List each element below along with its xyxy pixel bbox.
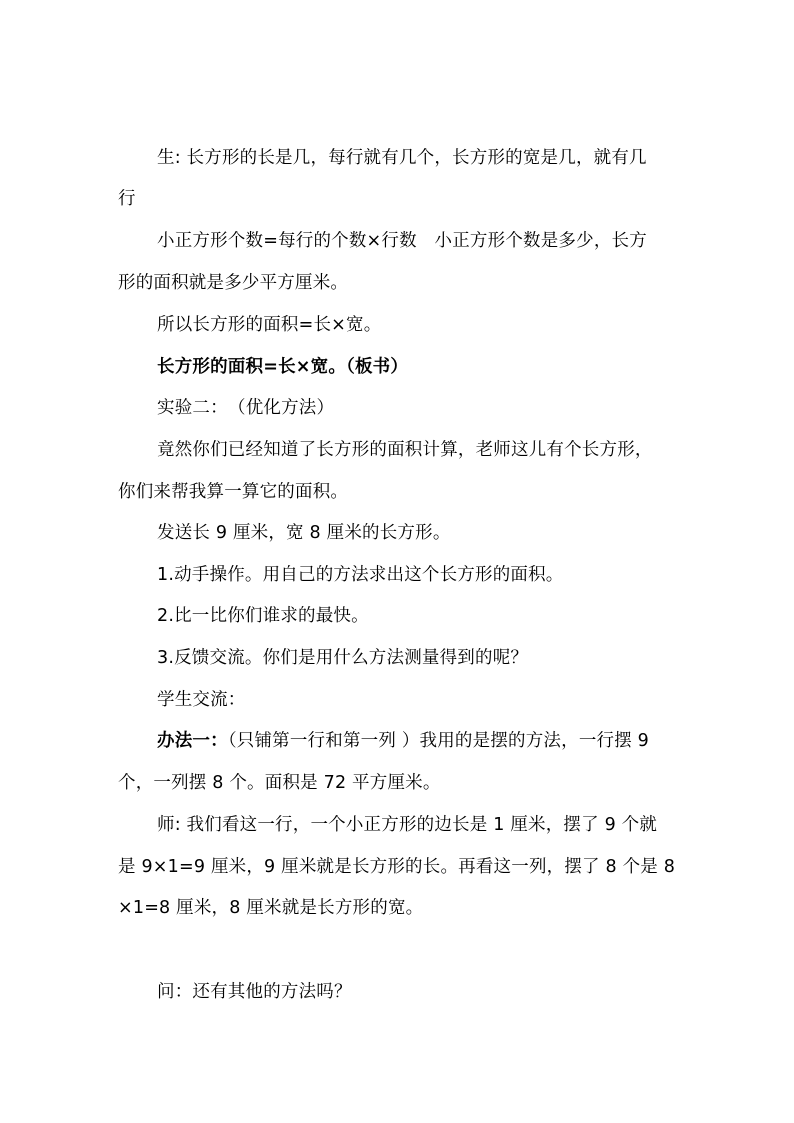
paragraph-line: 学生交流： (157, 690, 246, 710)
paragraph-line: 小正方形个数=每行的个数×行数 小正方形个数是多少，长方 (157, 231, 647, 251)
list-item: 2.比一比你们谁求的最快。 (157, 606, 369, 626)
method-text: （只铺第一行和第一列 ）我用的是摆的方法，一行摆 9 (227, 731, 650, 751)
paragraph-line: ×1=8 厘米，8 厘米就是长方形的宽。 (118, 898, 424, 918)
paragraph-line: 所以长方形的面积=长×宽。 (157, 315, 382, 335)
paragraph-line: 竟然你们已经知道了长方形的面积计算，老师这儿有个长方形， (157, 440, 653, 460)
list-item: 3.反馈交流。你们是用什么方法测量得到的呢？ (157, 648, 529, 668)
paragraph-line: 你们来帮我算一算它的面积。 (118, 482, 349, 502)
paragraph-line: 是 9×1=9 厘米，9 厘米就是长方形的长。再看这一列，摆了 8 个是 8 (118, 857, 676, 877)
bold-heading: 长方形的面积=长×宽。（板书） (157, 357, 409, 377)
paragraph-line: 问：还有其他的方法吗？ (157, 982, 352, 1002)
paragraph-line: 实验二： （优化方法） (157, 398, 335, 418)
paragraph-line: 行 (118, 189, 136, 209)
paragraph-line: 形的面积就是多少平方厘米。 (118, 273, 349, 293)
paragraph-line (157, 729, 737, 753)
paragraph-line: 生: 长方形的长是几，每行就有几个，长方形的宽是几，就有几 (157, 148, 647, 168)
paragraph-line: 师: 我们看这一行，一个小正方形的边长是 1 厘米，摆了 9 个就 (157, 815, 658, 835)
method-label: 办法一： (157, 731, 228, 751)
paragraph-line: 发送长 9 厘米，宽 8 厘米的长方形。 (157, 523, 451, 543)
paragraph-line: 个，一列摆 8 个。面积是 72 平方厘米。 (118, 773, 441, 793)
list-item: 1.动手操作。用自己的方法求出这个长方形的面积。 (157, 565, 564, 585)
